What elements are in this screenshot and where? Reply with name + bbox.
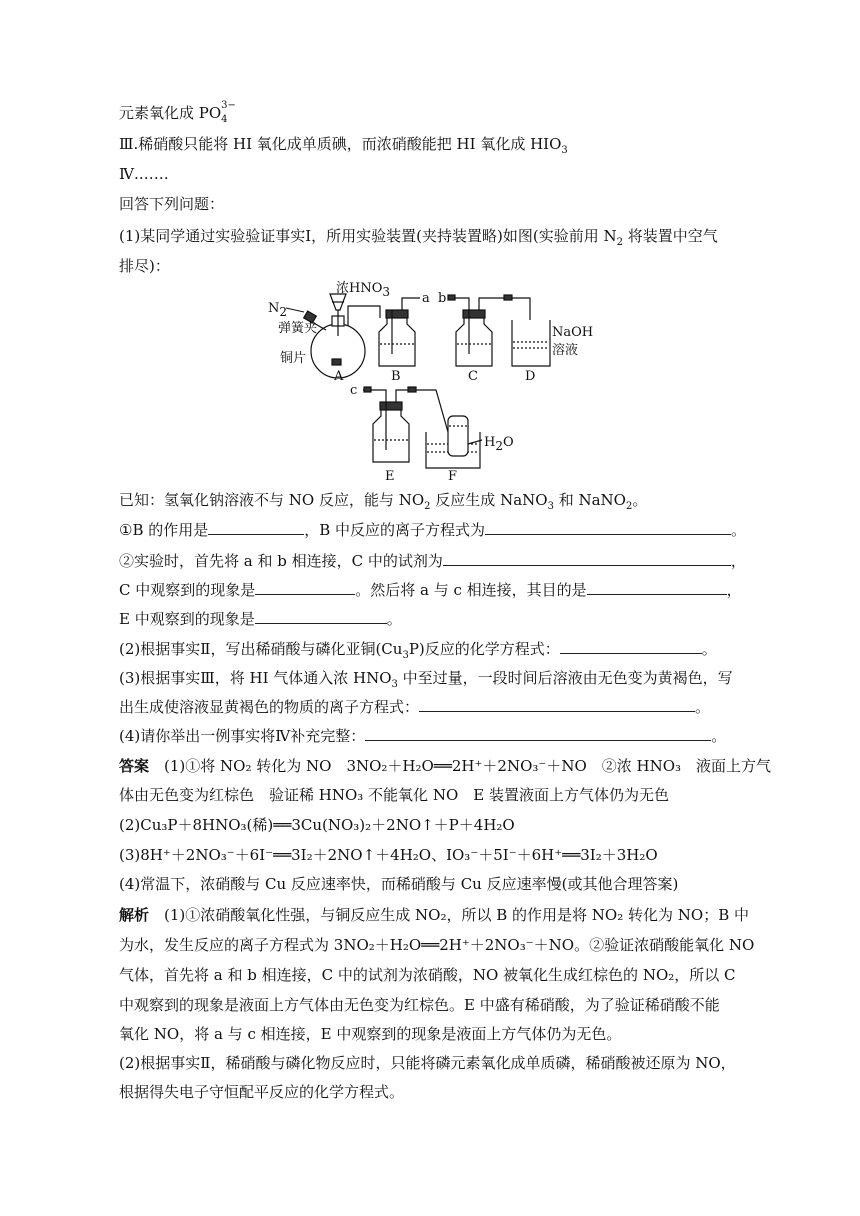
intro-line-3 <box>119 164 169 184</box>
q4-text: (4)请你举出一例事实将Ⅳ补充完整： <box>119 727 366 745</box>
sub2-line-2 <box>119 580 742 600</box>
analysis-line-6 <box>119 1053 736 1073</box>
po4-ion-charges: 3− 4 <box>221 100 236 125</box>
q1-text: (1)某同学通过实验验证事实Ⅰ，所用实验装置(夹持装置略)如图(实验前用 N <box>119 227 617 245</box>
q3-text: (3)根据事实Ⅲ，将 HI 气体通入浓 HNO <box>119 669 392 687</box>
intro-text: 元素氧化成 PO <box>119 104 222 122</box>
q1-text: 排尽)： <box>119 257 170 275</box>
label-B: B <box>391 369 401 384</box>
label-A: A <box>334 369 344 384</box>
analysis-text: 气体，首先将 a 和 b 相连接，C 中的试剂为浓硝酸，NO 被氧化生成红棕色的 NO₂，所以 C <box>119 966 736 984</box>
intro-line-4 <box>119 194 224 214</box>
trough-f <box>426 416 482 468</box>
label-D: D <box>525 369 536 384</box>
q4-line <box>119 726 726 746</box>
answer-text: (3)8H⁺＋2NO₃⁻＋6I⁻══3I₂＋2NO↑＋4H₂O、IO₃⁻＋5I⁻＋6H⁺══3I₂＋3H₂O <box>119 846 658 864</box>
q1-line-2 <box>119 256 170 276</box>
sub1-text: 。 <box>731 521 747 539</box>
analysis-text: (1)①浓硝酸氧化性强，与铜反应生成 NO₂，所以 B 的作用是将 NO₂ 转化为 NO；B 中 <box>164 906 749 924</box>
sub2-line-3 <box>119 609 402 629</box>
q2-text: P)反应的化学方程式： <box>408 640 560 658</box>
analysis-line-5 <box>119 1024 621 1044</box>
subscript: 3 <box>391 679 398 690</box>
answer-blank-c-reagent[interactable] <box>443 551 731 566</box>
analysis-text: 中观察到的现象是液面上方气体由无色变为红棕色。E 中盛有稀硝酸，为了验证稀硝酸不能 <box>119 996 720 1014</box>
answer-text: (4)常温下，浓硝酸与 Cu 反应速率快，而稀硝酸与 Cu 反应速率慢(或其他合理答案) <box>119 875 679 893</box>
sub2-text: ， <box>726 581 742 599</box>
label-naoh: NaOH <box>552 325 594 340</box>
q3-text: 中至过量，一段时间后溶液由无色变为黄褐色，写 <box>397 669 733 687</box>
q2-text: (2)根据事实Ⅱ，写出稀硝酸与磷化亚铜(Cu <box>119 640 403 658</box>
q2-text: 。 <box>701 640 717 658</box>
intro-line-2 <box>119 134 568 154</box>
analysis-line-4 <box>119 995 720 1015</box>
known-text: 已知：氢氧化钠溶液不与 NO 反应，能与 NO <box>119 491 425 509</box>
label-conc-hno3: 浓HNO3 <box>336 281 391 299</box>
intro-text: Ⅳ.…… <box>119 165 169 183</box>
label-copper: 铜片 <box>280 351 307 366</box>
q3-text: 出生成使溶液显黄褐色的物质的离子方程式： <box>119 698 420 716</box>
answer-line-1 <box>119 756 771 776</box>
subscript: 3 <box>547 501 554 512</box>
analysis-label: 解析 <box>119 906 150 924</box>
known-text: 。 <box>632 491 648 509</box>
sub2-text: 。然后将 a 与 c 相连接，其目的是 <box>355 581 587 599</box>
subscript: 3 <box>561 145 568 156</box>
sub1-text: ，B 中反应的离子方程式为 <box>304 521 486 539</box>
sub2-text: 。 <box>386 610 402 628</box>
label-c: c <box>350 383 358 398</box>
subscript: 3 <box>402 650 409 661</box>
q3-text: 。 <box>695 698 711 716</box>
label-solution: 溶液 <box>552 343 579 358</box>
answer-blank-b-role[interactable] <box>208 520 304 535</box>
intro-line-1 <box>119 100 236 125</box>
label-clamp: 弹簧夹 <box>278 321 318 336</box>
sub2-text: ， <box>730 552 746 570</box>
q1-line-1 <box>119 226 718 246</box>
answer-blank-q4[interactable] <box>365 726 711 741</box>
analysis-text: (2)根据事实Ⅱ，稀硝酸与磷化物反应时，只能将磷元素氧化成单质磷，稀硝酸被还原为 NO， <box>119 1054 736 1072</box>
beaker-d <box>512 320 550 366</box>
answer-blank-b-equation[interactable] <box>485 520 731 535</box>
label-n2: N2 <box>268 301 288 319</box>
subscript: 2 <box>616 237 624 248</box>
sub2-text: E 中观察到的现象是 <box>119 610 255 628</box>
intro-text: Ⅲ.稀硝酸只能将 HI 氧化成单质碘，而浓硝酸能把 HI 氧化成 HIO <box>119 135 562 153</box>
answer-line-4 <box>119 845 658 865</box>
sub2-text: C 中观察到的现象是 <box>119 581 256 599</box>
q3-line-1 <box>119 668 733 688</box>
analysis-line-3 <box>119 965 736 985</box>
q1-text: 将装置中空气 <box>623 227 718 245</box>
answer-blank-q3[interactable] <box>419 697 695 712</box>
sub2-line-1 <box>119 551 746 571</box>
analysis-line-1 <box>119 905 749 925</box>
analysis-text: 为水，发生反应的离子方程式为 3NO₂＋H₂O══2H⁺＋2NO₃⁻＋NO。②验证浓硝酸能氧化 NO <box>119 936 755 954</box>
intro-text: 回答下列问题： <box>119 195 225 213</box>
q4-text: 。 <box>711 727 727 745</box>
subscript: 2 <box>424 501 431 512</box>
answer-line-3 <box>119 815 515 835</box>
answer-line-5 <box>119 874 678 894</box>
flask-a <box>304 294 380 378</box>
q3-line-2 <box>119 697 710 717</box>
answer-label: 答案 <box>119 757 150 775</box>
label-C: C <box>468 369 478 384</box>
analysis-text: 根据得失电子守恒配平反应的化学方程式。 <box>119 1083 405 1101</box>
label-h2o: H2O <box>484 435 514 453</box>
label-a: a <box>422 291 430 306</box>
answer-text: (2)Cu₃P＋8HNO₃(稀)══3Cu(NO₃)₂＋2NO↑＋P＋4H₂O <box>119 816 515 834</box>
analysis-line-7 <box>119 1082 404 1102</box>
bottle-b <box>379 298 420 366</box>
label-E: E <box>385 469 395 484</box>
known-line <box>119 490 647 510</box>
sub1-line <box>119 520 746 540</box>
apparatus-figure <box>260 276 610 484</box>
answer-text: (1)①将 NO₂ 转化为 NO 3NO₂＋H₂O══2H⁺＋2NO₃⁻＋NO ②浓 HNO₃ 液面上方气 <box>164 757 772 775</box>
label-F: F <box>448 469 458 484</box>
analysis-line-2 <box>119 935 754 955</box>
answer-blank-e-phenomenon[interactable] <box>255 609 387 624</box>
q2-line <box>119 639 717 659</box>
sub1-text: ①B 的作用是 <box>119 521 209 539</box>
known-text: 和 NaNO <box>553 491 626 509</box>
answer-blank-q2[interactable] <box>560 639 702 654</box>
known-text: 反应生成 NaNO <box>430 491 548 509</box>
answer-text: 体由无色变为红棕色 验证稀 HNO₃ 不能氧化 NO E 装置液面上方气体仍为无色 <box>119 786 669 804</box>
answer-blank-purpose[interactable] <box>587 580 727 595</box>
answer-line-2 <box>119 785 669 805</box>
subscript: 2 <box>625 501 633 512</box>
label-b: b <box>438 291 447 306</box>
answer-blank-c-phenomenon[interactable] <box>255 580 355 595</box>
analysis-text: 氧化 NO，将 a 与 c 相连接，E 中观察到的现象是液面上方气体仍为无色。 <box>119 1025 622 1043</box>
sub2-text: ②实验时，首先将 a 和 b 相连接，C 中的试剂为 <box>119 552 443 570</box>
